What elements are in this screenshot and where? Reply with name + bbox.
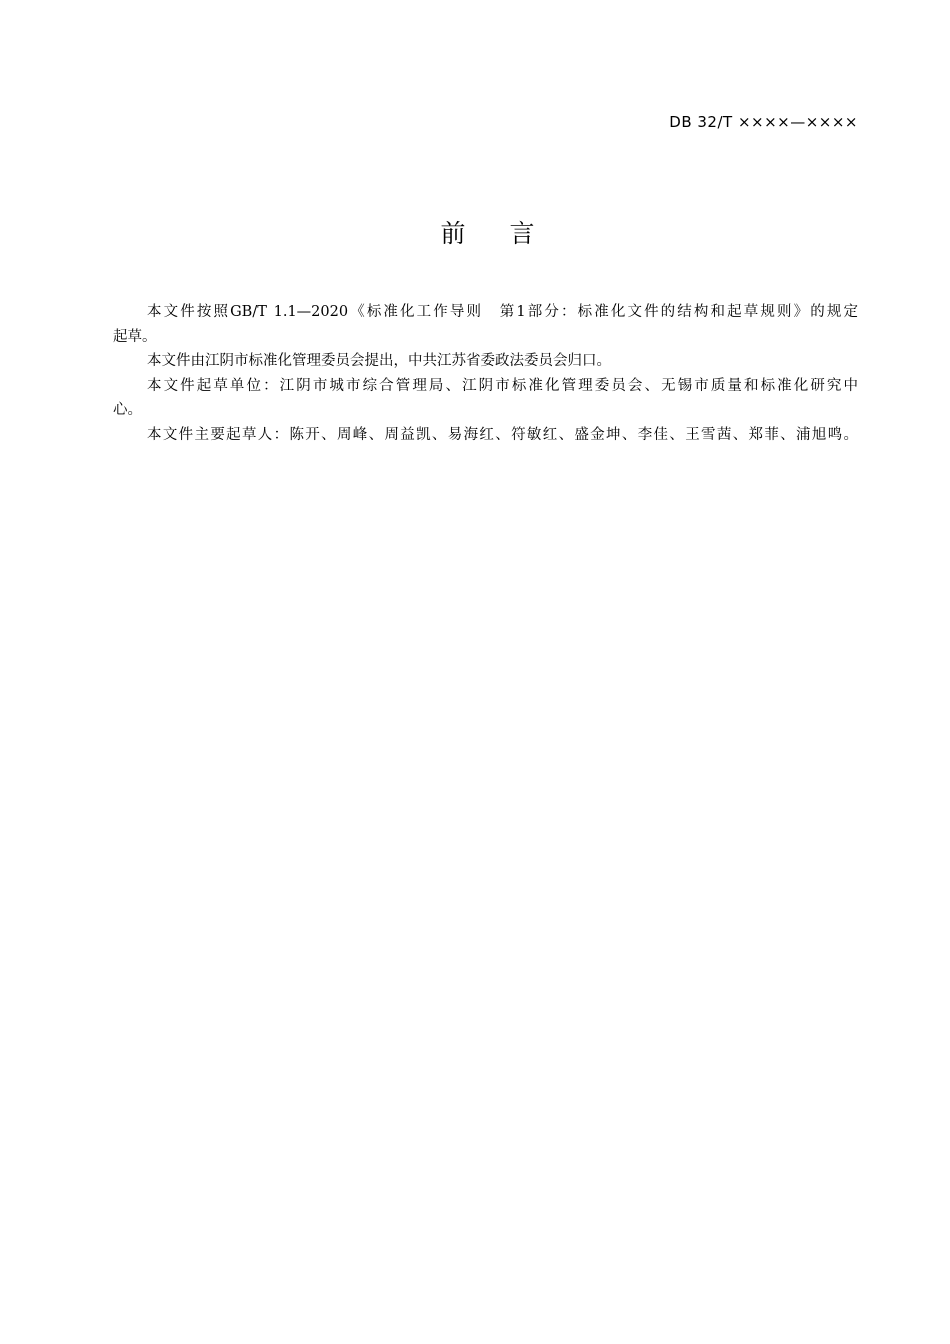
paragraph-standard-basis [113,300,858,349]
title-char: 前 [440,219,466,248]
paragraph-line: 本文件起草单位：江阴市城市综合管理局、江阴市标准化管理委员会、无锡市质量和标准化研究中 [147,377,858,394]
title-char: 言 [509,219,535,248]
paragraph-line: 本文件由江阴市标准化管理委员会提出，中共江苏省委政法委员会归口。 [147,353,611,370]
document-code: DB 32/T ××××—×××× [669,113,858,131]
paragraph-line: 心。 [113,402,142,419]
paragraph-proposer [113,349,858,374]
paragraph-line: 本文件按照GB/T 1.1—2020《标准化工作导则 第1部分：标准化文件的结构和起草规则》的规定 [147,304,858,320]
paragraph-line: 起草。 [113,328,157,345]
paragraph-drafting-units [113,374,858,423]
paragraph-line: 本文件主要起草人：陈开、周峰、周益凯、易海红、符敏红、盛金坤、李佳、王雪茜、郑菲、浦旭鸣。 [147,426,858,443]
page-title [0,214,950,250]
foreword-body [113,300,858,448]
paragraph-drafters [113,423,858,448]
